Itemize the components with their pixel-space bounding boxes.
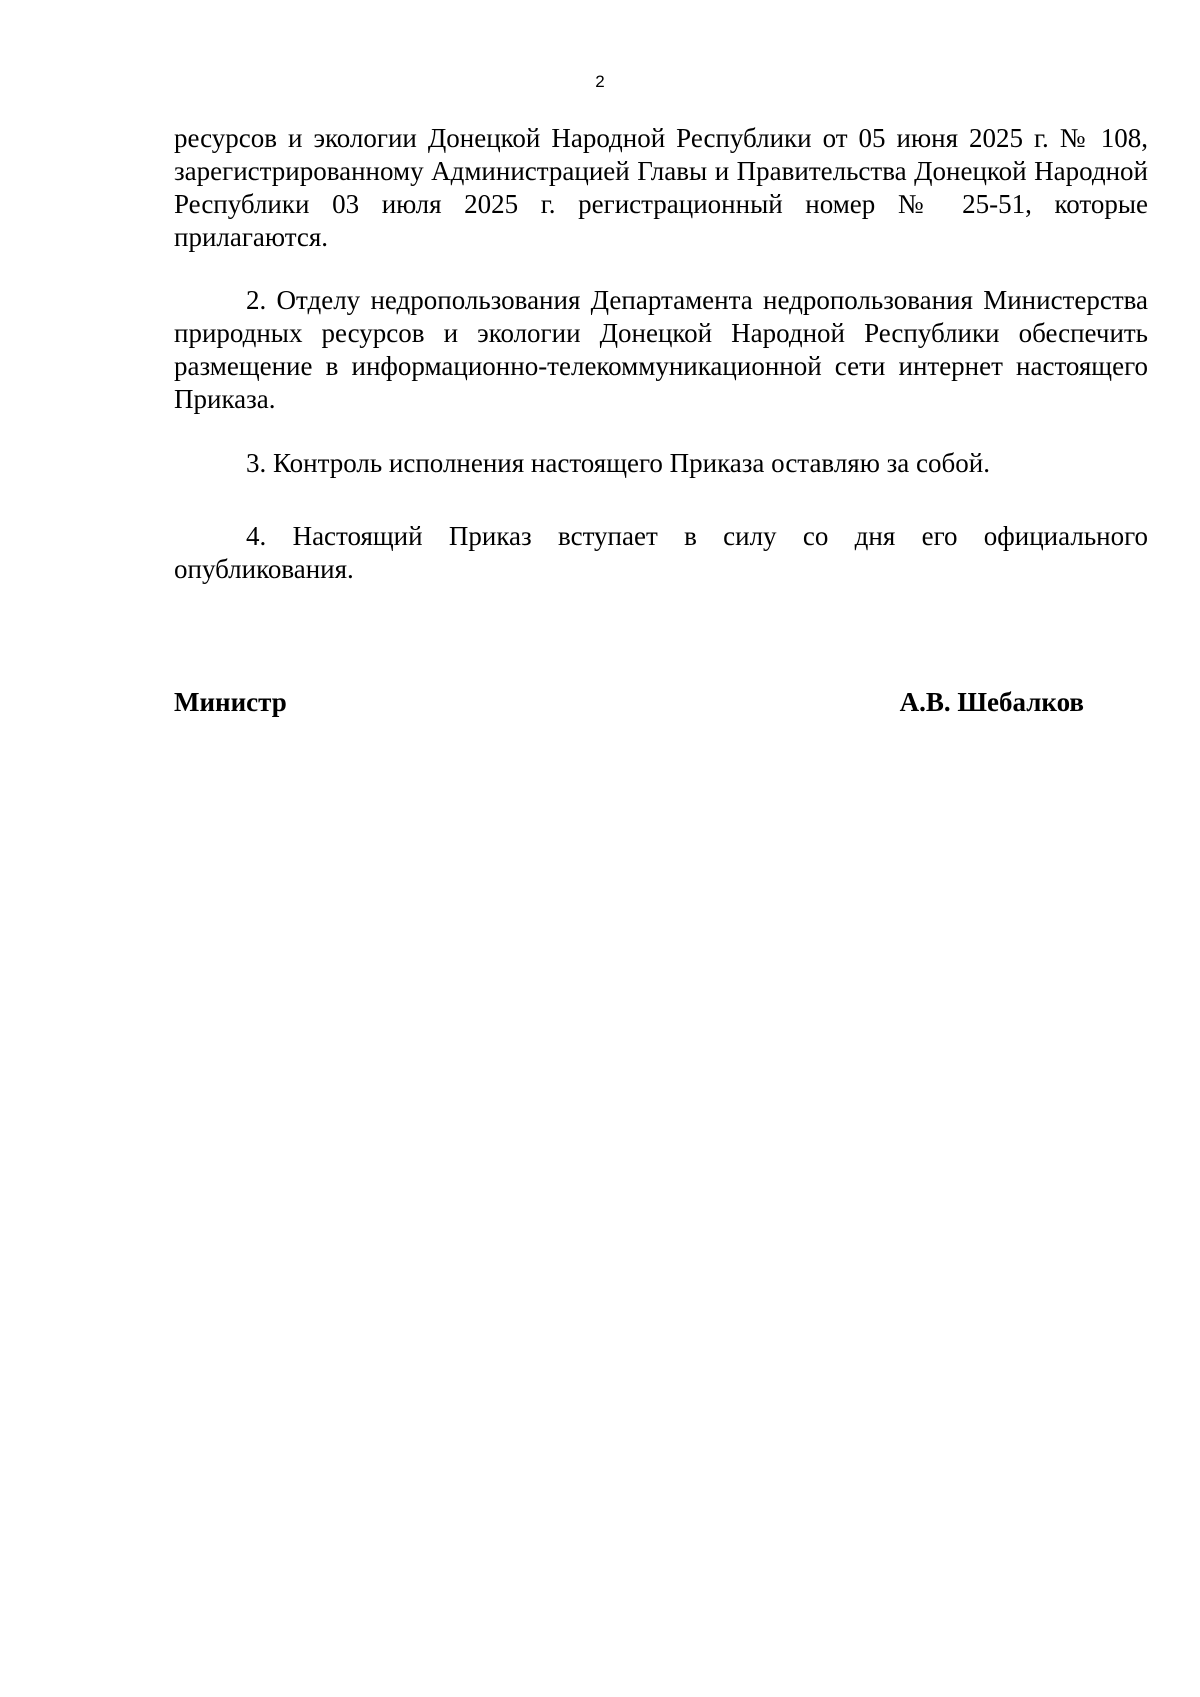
paragraph-continuation: ресурсов и экологии Донецкой Народной Республики от 05 июня 2025 г. № 108, зарегистрированному Администрацией Главы и Правительства Донецкой Народной Республики 03 июля 2025 г. регистрационный номер № 25-51, которые прилагаются. [174, 123, 1148, 252]
paragraph-item-3: 3. Контроль исполнения настоящего Приказа оставляю за собой. [246, 448, 990, 478]
page-number: 2 [595, 72, 605, 91]
paragraph-item-2: 2. Отделу недропользования Департамента недропользования Министерства природных ресурсов и экологии Донецкой Народной Республики обеспечить размещение в информационно-телекоммуникационной сети интернет настоящего Приказа. [174, 285, 1148, 414]
signature-block [174, 686, 1084, 719]
signatory-position: Министр [174, 687, 287, 717]
paragraph-item-4: 4. Настоящий Приказ вступает в силу со дня его официального опубликования. [174, 521, 1148, 584]
signatory-name: А.В. Шебалков [899, 687, 1084, 717]
